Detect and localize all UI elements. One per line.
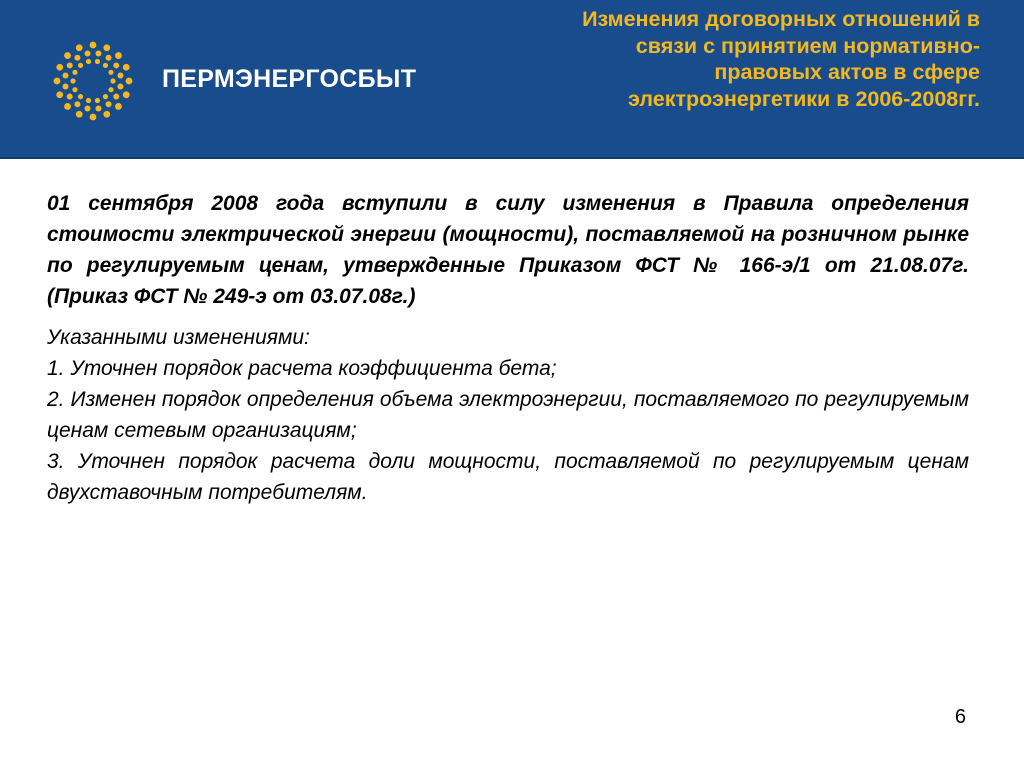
logo-dot xyxy=(117,83,123,89)
logo-dot xyxy=(113,62,119,68)
logo-dot xyxy=(85,51,91,57)
logo-dot xyxy=(76,111,83,118)
logo-dot xyxy=(70,78,75,83)
logo-dot xyxy=(86,59,91,64)
logo-dot xyxy=(95,105,101,111)
title-line: Изменения договорных отношений в xyxy=(582,7,980,31)
logo-dot xyxy=(113,94,119,100)
title-line: связи с принятием нормативно- xyxy=(635,33,980,58)
logo-dot xyxy=(108,70,113,75)
logo-dot xyxy=(95,59,100,64)
brand-name: ПЕРМЭНЕРГОСБЫТ xyxy=(162,65,417,93)
list-item: 2. Изменен порядок определения объема электроэнергии, поставляемого по регулируемым ценам сетевым организациям; xyxy=(47,388,969,442)
logo-dot xyxy=(103,94,108,99)
logo-dot xyxy=(110,78,115,83)
header-divider xyxy=(0,157,1024,159)
logo-dot xyxy=(56,91,63,98)
logo-dot xyxy=(123,91,130,98)
logo-dot xyxy=(85,105,91,111)
logo-dot xyxy=(108,87,113,92)
logo-dot xyxy=(63,83,69,89)
page-number: 6 xyxy=(954,706,966,728)
logo-dot xyxy=(67,94,73,100)
logo-dot xyxy=(76,44,83,51)
logo-dot xyxy=(64,103,71,110)
logo-dot xyxy=(126,78,133,85)
logo-dot xyxy=(115,103,122,110)
logo-dot xyxy=(103,44,110,51)
lead-text: Указанными изменениями: xyxy=(47,326,310,349)
logo-dot xyxy=(90,42,97,49)
list-item: 1. Уточнен порядок расчета коэффициента бета; xyxy=(47,357,557,380)
logo-dot xyxy=(86,98,91,103)
logo-dot xyxy=(74,55,80,61)
logo-dot xyxy=(64,52,71,59)
logo-dot xyxy=(67,62,73,68)
logo-dot xyxy=(95,51,101,57)
logo-dot xyxy=(103,63,108,68)
logo-dot xyxy=(63,73,69,79)
title-line: электроэнергетики в 2006-2008гг. xyxy=(628,86,980,111)
slide-content xyxy=(47,188,969,508)
logo-dot xyxy=(115,52,122,59)
title-line: правовых актов в сфере xyxy=(714,60,980,84)
logo-dot xyxy=(74,101,80,107)
logo-dot xyxy=(106,55,112,61)
logo-dot xyxy=(90,114,97,121)
list-item: 3. Уточнен порядок расчета доли мощности, поставляемой по регулируемым ценам двухставочным потребителям. xyxy=(47,450,969,504)
logo-dot xyxy=(72,87,77,92)
header-bar xyxy=(0,0,1024,157)
logo-dot xyxy=(72,70,77,75)
logo-dot xyxy=(78,63,83,68)
logo-dot xyxy=(103,111,110,118)
logo-dot xyxy=(95,98,100,103)
logo-dot xyxy=(78,94,83,99)
slide-title xyxy=(480,6,980,112)
logo-dot xyxy=(117,73,123,79)
sunburst-dots-icon xyxy=(52,40,134,122)
logo-dot xyxy=(106,101,112,107)
logo-dot xyxy=(54,78,61,85)
intro-paragraph: 01 сентября 2008 года вступили в силу изменения в Правила определения стоимости электрической энергии (мощности), поставляемой на розничном рынке по регулируемым ценам, утвержденные Приказом ФСТ № 166-э/1 от 21.08.07г. (Приказ ФСТ № 249-э от 03.07.08г.) xyxy=(47,192,969,308)
logo-dot xyxy=(56,64,63,71)
logo-dot xyxy=(123,64,130,71)
